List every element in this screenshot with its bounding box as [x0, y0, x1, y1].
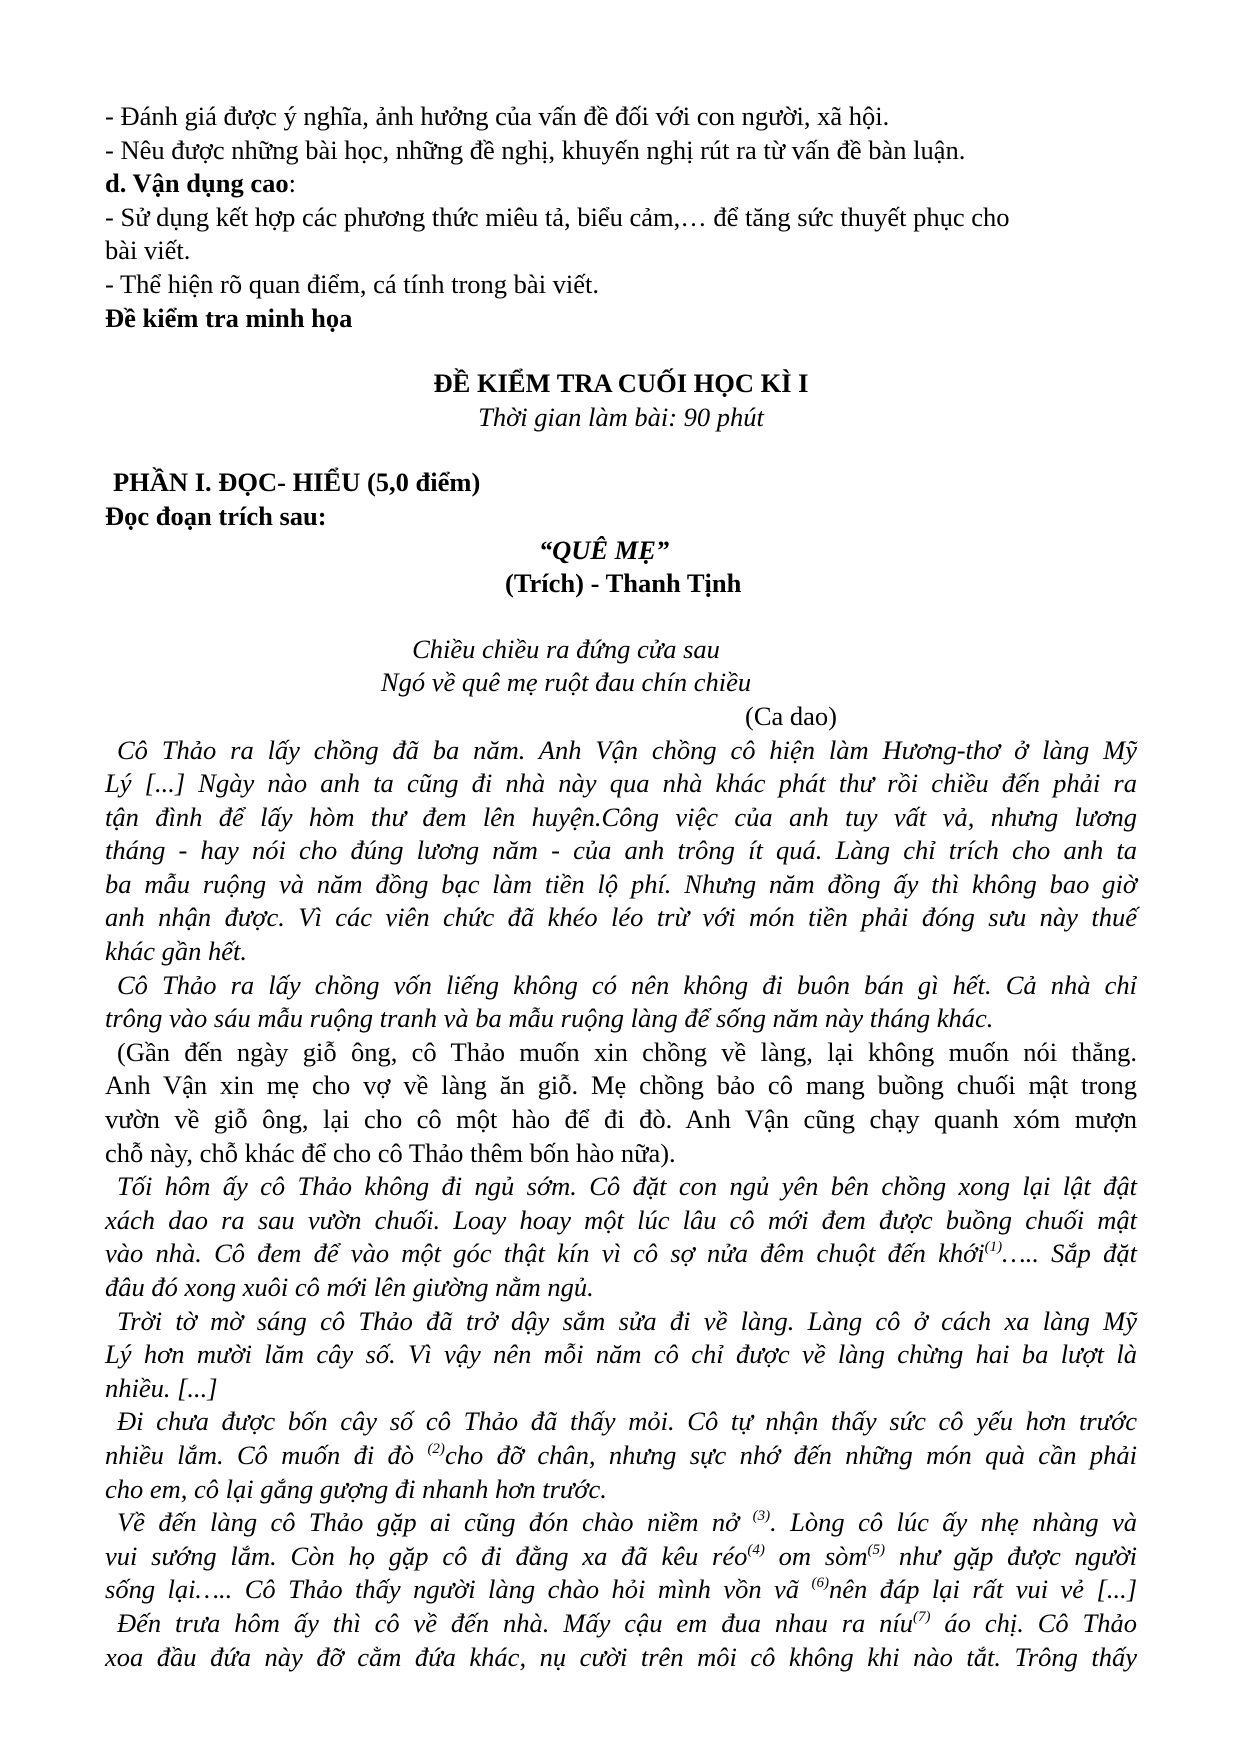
passage-line: Tối hôm ấy cô Thảo không đi ngủ sớm. Cô đặt con ngủ yên bên chồng xong lại lật đật	[117, 1171, 1137, 1202]
passage-line	[105, 1506, 1137, 1540]
passage-text: om sòm	[764, 1540, 868, 1571]
criteria-line: - Nêu được những bài học, những đề nghị, khuyến nghị rút ra từ vấn đề bàn luận.	[105, 134, 966, 165]
passage-line: tháng - hay nói cho đúng lương năm - của anh trông ít quá. Làng chỉ trích cho anh ta	[105, 835, 1137, 866]
footnote-marker-4: (4)	[747, 1541, 765, 1558]
passage-paragraph-8	[105, 1607, 1137, 1674]
passage-text: Về đến làng cô Thảo gặp ai cũng đón chào niềm nở	[117, 1507, 753, 1538]
work-author: (Trích) - Thanh Tịnh	[505, 568, 742, 599]
passage-line: Lý [...] Ngày nào anh ta cũng đi nhà này qua nhà khác phát thư rồi chiều đến phải ra	[105, 768, 1137, 799]
heading-d-colon: :	[288, 168, 296, 199]
passage-text: sống lại….. Cô Thảo thấy người làng chào hỏi mình vồn vã	[105, 1574, 812, 1605]
footnote-marker-1: (1)	[984, 1239, 1003, 1256]
passage-text: . Lòng cô lúc ấy nhẹ nhàng và	[770, 1507, 1137, 1538]
passage-line	[105, 1439, 1137, 1473]
verse-source: (Ca dao)	[745, 700, 837, 731]
passage-line: đâu đó xong xuôi cô mới lên giường nằm ngủ.	[105, 1272, 594, 1302]
passage-text: cho đỡ chân, nhưng sực nhớ đến những món quà cần phải	[444, 1439, 1137, 1470]
criteria-heading-d	[105, 167, 1137, 201]
passage-text: Đến trưa hôm ấy thì cô về đến nhà. Mấy cậu em đua nhau ra níu	[117, 1607, 914, 1638]
passage-paragraph-5	[105, 1305, 1137, 1406]
passage-line: vườn về giỗ ông, lại cho cô một hào để đi đò. Anh Vận cũng chạy quanh xóm mượn	[105, 1104, 1137, 1135]
passage-text: vui sướng lắm. Còn họ gặp cô đi đằng xa đã kêu réo	[105, 1540, 748, 1571]
passage-text: nên đáp lại rất vui vẻ [...]	[829, 1574, 1138, 1605]
passage-paragraph-1	[105, 734, 1137, 969]
criteria-line: bài viết.	[105, 235, 191, 266]
passage-text: như gặp được người	[885, 1540, 1137, 1571]
passage-paragraph-7	[105, 1506, 1137, 1607]
passage-line: Lý hơn mười lăm cây số. Vì vậy nên mỗi năm cô chỉ được về làng chừng hai ba lượt là	[105, 1339, 1137, 1370]
criteria-line: - Đánh giá được ý nghĩa, ảnh hưởng của vấn đề đối với con người, xã hội.	[105, 101, 890, 131]
passage-line: Cô Thảo ra lấy chồng đã ba năm. Anh Vận chồng cô hiện làm Hương-thơ ở làng Mỹ	[117, 734, 1137, 765]
passage-line: tận đình để lấy hòm thư đem lên huyện.Công việc của anh tuy vất vả, nhưng lương	[105, 801, 1137, 832]
sample-exam-heading: Đề kiểm tra minh họa	[105, 302, 353, 333]
heading-d-text: d. Vận dụng cao	[105, 168, 289, 199]
footnote-marker-7: (7)	[913, 1608, 931, 1625]
passage-paragraph-2	[105, 969, 1137, 1036]
passage-line: khác gần hết.	[105, 936, 248, 967]
passage-paragraph-6	[105, 1405, 1137, 1506]
verse-line: Chiều chiều ra đứng cửa sau	[412, 633, 720, 664]
passage-line: xách dao ra sau vườn chuối. Loay hoay một lúc lâu cô mới đem được buồng chuối mật	[105, 1204, 1137, 1235]
passage-line: chỗ này, chỗ khác để cho cô Thảo thêm bốn hào nữa).	[105, 1137, 676, 1168]
exam-title: ĐỀ KIỂM TRA CUỐI HỌC KÌ I	[433, 368, 809, 399]
passage-line: nhiều. [...]	[105, 1372, 218, 1403]
passage-text: nhiều lắm. Cô muốn đi đò	[105, 1439, 428, 1470]
work-title: “QUÊ MẸ”	[538, 534, 670, 565]
passage-text: vào nhà. Cô đem để vào một góc thật kín vì cô sợ nửa đêm chuột đến khới	[105, 1238, 985, 1269]
document-page	[105, 100, 1137, 1674]
criteria-line: - Thể hiện rõ quan điểm, cá tính trong bài viết.	[105, 268, 600, 299]
passage-text: ….. Sắp đặt	[1002, 1238, 1137, 1269]
passage-line: Trời tờ mờ sáng cô Thảo đã trở dậy sắm sửa đi về làng. Làng cô ở cách xa làng Mỹ	[117, 1305, 1137, 1336]
footnote-marker-6: (6)	[811, 1575, 829, 1592]
passage-line	[105, 1237, 1137, 1271]
passage-paragraph-4	[105, 1170, 1137, 1304]
passage-line: Anh Vận xin mẹ cho vợ về làng ăn giỗ. Mẹ chồng bảo cô mang buồng chuối mật trong	[105, 1070, 1137, 1101]
passage-line	[105, 1607, 1137, 1641]
verse-line: Ngó về quê mẹ ruột đau chín chiều	[380, 667, 752, 698]
passage-line: xoa đầu đứa này đỡ cằm đứa khác, nụ cười trên môi cô không khi nào tắt. Trông thấy	[105, 1641, 1137, 1672]
passage-line: trông vào sáu mẫu ruộng tranh và ba mẫu ruộng làng để sống năm này tháng khác.	[105, 1003, 994, 1034]
exam-time: Thời gian làm bài: 90 phút	[478, 401, 764, 432]
passage-line: Cô Thảo ra lấy chồng vốn liếng không có nên không đi buôn bán gì hết. Cả nhà chỉ	[117, 969, 1137, 1000]
passage-line: Đi chưa được bốn cây số cô Thảo đã thấy mỏi. Cô tự nhận thấy sức cô yếu hơn trước	[117, 1406, 1137, 1437]
passage-line: cho em, cô lại gắng gượng đi nhanh hơn trước.	[105, 1473, 607, 1504]
passage-line	[105, 1540, 1137, 1574]
passage-line: (Gần đến ngày giỗ ông, cô Thảo muốn xin chồng về làng, lại không muốn nói thẳng.	[117, 1036, 1137, 1067]
passage-paragraph-3	[105, 1036, 1137, 1170]
criteria-line: - Sử dụng kết hợp các phương thức miêu tả, biểu cảm,… để tăng sức thuyết phục cho	[105, 201, 1010, 232]
footnote-marker-3: (3)	[752, 1508, 771, 1525]
passage-text: áo chị. Cô Thảo	[930, 1607, 1138, 1638]
passage-line: anh nhận được. Vì các viên chức đã khéo léo trừ với món tiền phải đóng sưu này thuế	[105, 902, 1137, 933]
passage-line: ba mẫu ruộng và năm đồng bạc làm tiền lộ phí. Nhưng năm đồng ấy thì không bao giờ	[105, 868, 1137, 899]
reading-instruction: Đọc đoạn trích sau:	[105, 500, 327, 531]
passage-line	[105, 1573, 1137, 1607]
section-heading: PHẦN I. ĐỌC- HIỂU (5,0 điểm)	[113, 467, 481, 498]
footnote-marker-2: (2)	[427, 1440, 445, 1457]
footnote-marker-5: (5)	[867, 1541, 886, 1558]
